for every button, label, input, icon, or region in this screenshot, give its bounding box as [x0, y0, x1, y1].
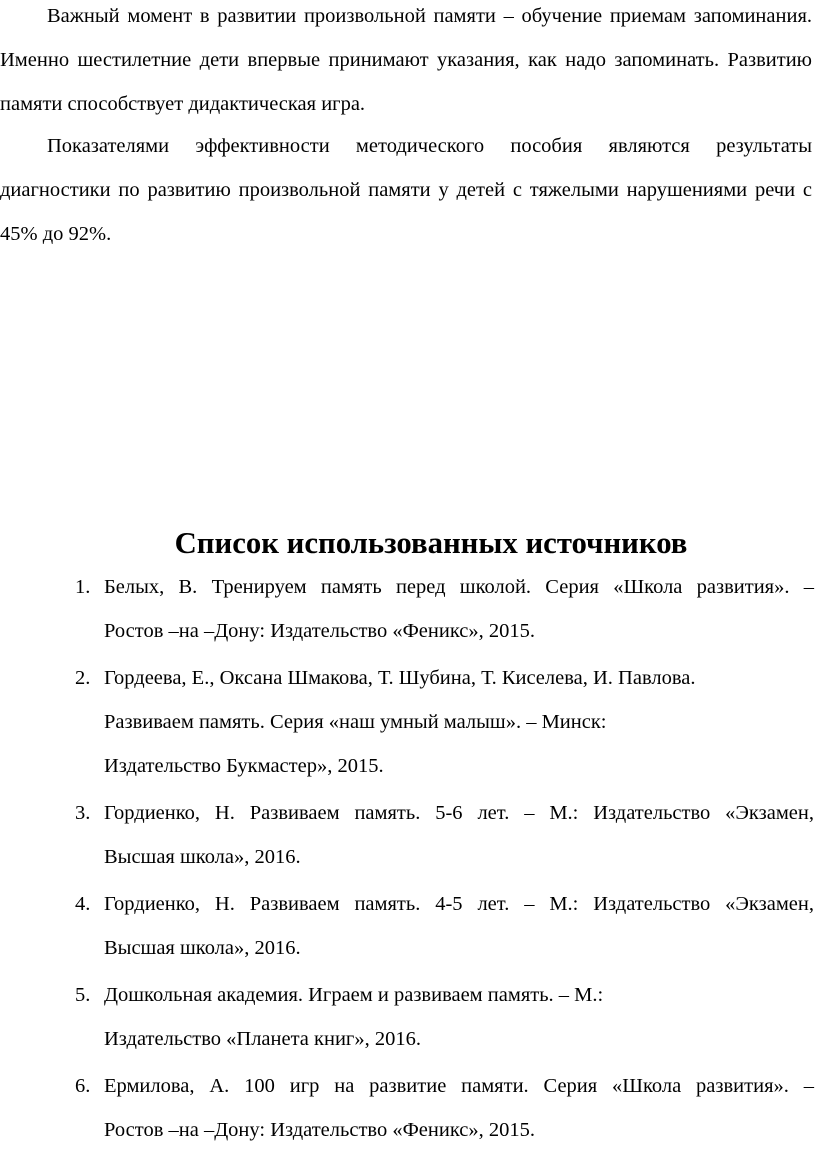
reference-number: 2. — [75, 667, 91, 689]
reference-number: 3. — [75, 802, 91, 824]
reference-item — [0, 565, 814, 653]
reference-item — [0, 656, 814, 788]
reference-line: Гордиенко, Н. Развиваем память. 5-6 лет. – М.: Издательство «Экзамен, — [104, 802, 814, 824]
reference-number: 4. — [75, 893, 91, 915]
body-paragraph-1: Важный момент в развитии произвольной памяти – обучение приемам запоминания. Именно шестилетние дети впервые принимают указания, как надо запоминать. Развитию памяти способствует дидактическая игра. — [0, 5, 812, 115]
reference-item — [0, 973, 814, 1061]
reference-number: 5. — [75, 984, 91, 1006]
body-paragraph-2: Показателями эффективности методического пособия являются результаты диагностики по развитию произвольной памяти у детей с тяжелыми нарушениями речи с 45% до 92%. — [0, 135, 812, 245]
reference-number: 6. — [75, 1075, 91, 1097]
reference-line: Ростов –на –Дону: Издательство «Феникс», 2015. — [104, 620, 535, 642]
reference-line: Высшая школа», 2016. — [104, 846, 301, 868]
reference-line: Гордеева, Е., Оксана Шмакова, Т. Шубина, Т. Киселева, И. Павлова. — [104, 667, 696, 689]
reference-line: Издательство «Планета книг», 2016. — [104, 1028, 421, 1050]
reference-number: 1. — [75, 576, 91, 598]
reference-line: Гордиенко, Н. Развиваем память. 4-5 лет. – М.: Издательство «Экзамен, — [104, 893, 814, 915]
reference-line: Дошкольная академия. Играем и развиваем память. – М.: — [104, 984, 604, 1006]
references-heading: Список использованных источников — [174, 526, 688, 560]
reference-item — [0, 1064, 814, 1152]
reference-line: Высшая школа», 2016. — [104, 937, 301, 959]
reference-line: Ростов –на –Дону: Издательство «Феникс», 2015. — [104, 1119, 535, 1141]
reference-line: Ермилова, А. 100 игр на развитие памяти. Серия «Школа развития». – — [104, 1075, 814, 1097]
reference-item — [0, 882, 814, 970]
references-list — [0, 565, 814, 1155]
reference-item — [0, 791, 814, 879]
reference-line: Развиваем память. Серия «наш умный малыш». – Минск: — [104, 711, 607, 733]
reference-line: Издательство Букмастер», 2015. — [104, 755, 384, 777]
reference-line: Белых, В. Тренируем память перед школой. Серия «Школа развития». – — [104, 576, 814, 598]
